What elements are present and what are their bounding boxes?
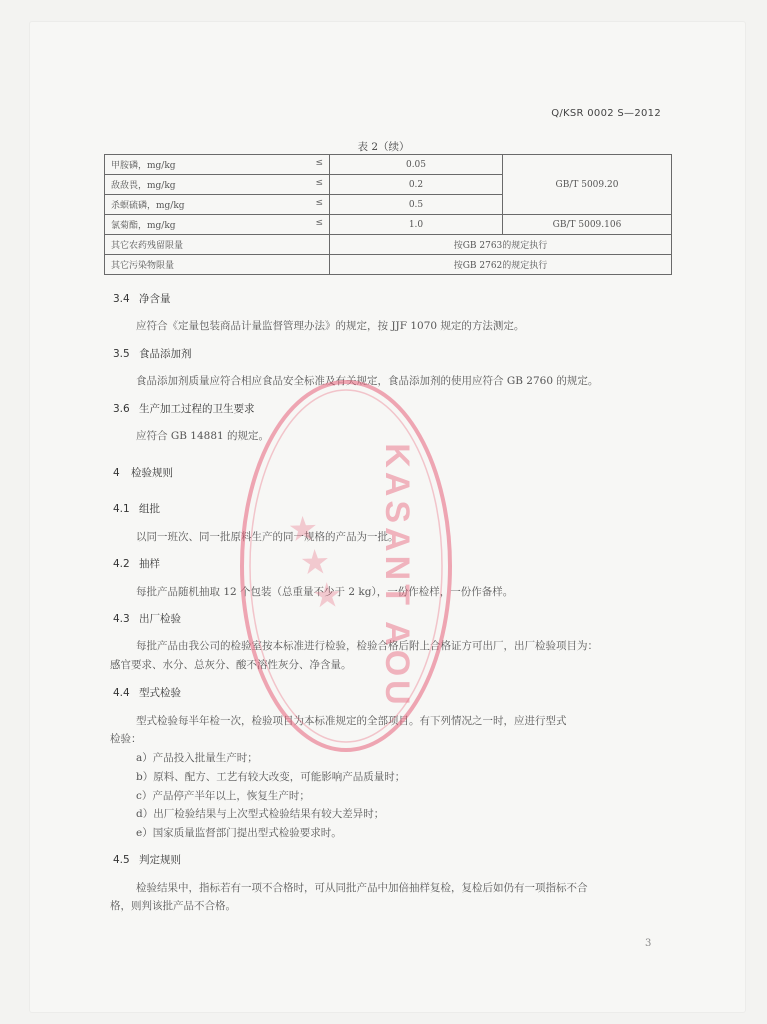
- section-heading-4: [113, 465, 173, 480]
- table-cell-name: [105, 175, 330, 195]
- item-name: 氯菊酯，mg/kg: [111, 221, 176, 231]
- document-code: Q/KSR 0002 S—2012: [551, 108, 661, 119]
- section-number: 4: [113, 467, 120, 479]
- table-cell-method: GB/T 5009.20: [503, 155, 672, 215]
- item-name: 杀螟硫磷，mg/kg: [111, 201, 185, 211]
- section-title: 型式检验: [139, 687, 181, 699]
- table-cell-name: [105, 155, 330, 175]
- section-number: 3.4: [113, 293, 130, 305]
- section-number: 4.3: [113, 613, 130, 625]
- table-cell-value: 0.2: [330, 175, 503, 195]
- table-cell-name: [105, 195, 330, 215]
- paragraph: 检验结果中，指标若有一项不合格时，可从同批产品中加倍抽样复检，复检后如仍有一项指标不合: [136, 882, 588, 894]
- section-title: 判定规则: [139, 854, 181, 866]
- paragraph-continued: 格，则判该批产品不合格。: [110, 900, 236, 912]
- table-row: [105, 215, 672, 235]
- paragraph-continued: 感官要求、水分、总灰分、酸不溶性灰分、净含量。: [110, 659, 352, 671]
- paragraph: 每批产品由我公司的检验室按本标准进行检验，检验合格后附上合格证方可出厂，出厂检验项目为：: [136, 640, 598, 652]
- section-heading-4-1: [113, 501, 160, 516]
- table-row: [105, 235, 672, 255]
- item-name: 甲胺磷，mg/kg: [111, 161, 176, 171]
- table-cell-value: 0.05: [330, 155, 503, 175]
- svg-text:★ ★ ★: ★ ★ ★: [282, 511, 348, 615]
- section-heading-3-5: [113, 346, 192, 361]
- page-number: 3: [645, 938, 652, 949]
- list-item: c）产品停产半年以上，恢复生产时；: [136, 790, 310, 802]
- paragraph: 应符合 GB 14881 的规定。: [136, 430, 270, 442]
- list-item: d）出厂检验结果与上次型式检验结果有较大差异时；: [136, 808, 385, 820]
- section-heading-4-3: [113, 611, 181, 626]
- paragraph: 食品添加剂质量应符合相应食品安全标准及有关规定，食品添加剂的使用应符合 GB 2760 的规定。: [136, 375, 599, 387]
- paragraph: 以同一班次、同一批原料生产的同一规格的产品为一批。: [136, 531, 399, 543]
- le-symbol: ≤: [315, 178, 323, 188]
- paragraph: 每批产品随机抽取 12 个包装（总重量不少于 2 kg），一份作检样，一份作备样。: [136, 586, 514, 598]
- section-number: 4.4: [113, 687, 130, 699]
- section-title: 出厂检验: [139, 613, 181, 625]
- table-cell-value: 0.5: [330, 195, 503, 215]
- section-heading-4-5: [113, 852, 181, 867]
- table-cell-span: 按GB 2762的规定执行: [330, 255, 672, 275]
- section-heading-4-2: [113, 556, 160, 571]
- section-title: 食品添加剂: [139, 348, 192, 360]
- section-title: 组批: [139, 503, 160, 515]
- section-heading-3-6: [113, 401, 255, 416]
- section-number: 4.1: [113, 503, 130, 515]
- section-number: 4.2: [113, 558, 130, 570]
- table-cell-method: GB/T 5009.106: [503, 215, 672, 235]
- table-cell-name: 其它污染物限量: [105, 255, 330, 275]
- paragraph: 应符合《定量包装商品计量监督管理办法》的规定，按 JJF 1070 规定的方法测定。: [136, 320, 525, 332]
- section-title: 检验规则: [131, 467, 173, 479]
- section-heading-4-4: [113, 685, 181, 700]
- le-symbol: ≤: [315, 158, 323, 168]
- list-item: a）产品投入批量生产时；: [136, 752, 258, 764]
- paragraph: 型式检验每半年检一次，检验项目为本标准规定的全部项目。有下列情况之一时，应进行型式: [136, 715, 567, 727]
- list-item: b）原料、配方、工艺有较大改变，可能影响产品质量时；: [136, 771, 406, 783]
- section-title: 净含量: [139, 293, 171, 305]
- table-caption: 表 2（续）: [357, 141, 410, 153]
- table-cell-span: 按GB 2763的规定执行: [330, 235, 672, 255]
- table-row: [105, 155, 672, 175]
- table-cell-value: 1.0: [330, 215, 503, 235]
- list-item: e）国家质量监督部门提出型式检验要求时。: [136, 827, 342, 839]
- svg-text:KASANT AOU: KASANT AOU: [378, 443, 416, 709]
- item-name: 敌敌畏，mg/kg: [111, 181, 176, 191]
- section-title: 生产加工过程的卫生要求: [139, 403, 255, 415]
- section-title: 抽样: [139, 558, 160, 570]
- table-cell-name: 其它农药残留限量: [105, 235, 330, 255]
- table-row: [105, 255, 672, 275]
- section-number: 3.6: [113, 403, 130, 415]
- paragraph-continued: 检验：: [110, 733, 142, 745]
- table-cell-name: [105, 215, 330, 235]
- le-symbol: ≤: [315, 198, 323, 208]
- le-symbol: ≤: [315, 218, 323, 228]
- section-heading-3-4: [113, 291, 171, 306]
- limits-table: [104, 154, 672, 275]
- section-number: 3.5: [113, 348, 130, 360]
- section-number: 4.5: [113, 854, 130, 866]
